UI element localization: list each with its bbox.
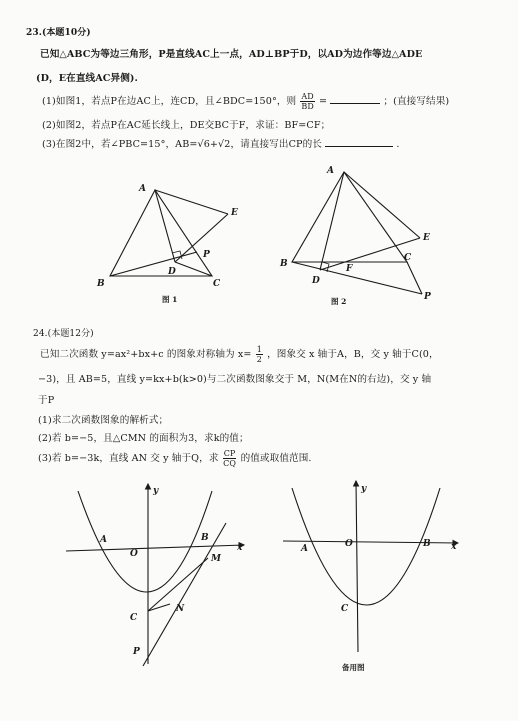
fig2-label-c: C [404, 253, 412, 263]
fig3-label-p: P [133, 647, 140, 657]
fig3-label-x: x [237, 543, 243, 553]
q24-part1: (1)求二次函数图象的解析式； [38, 415, 169, 426]
fig3-label-n: N [176, 604, 185, 614]
fig3-label-y: y [153, 486, 159, 496]
fig2-segment-de [320, 238, 420, 270]
q23-part1-answer-blank [330, 103, 380, 104]
fig1-segment-ed [175, 214, 228, 262]
fig1-segment-ae [155, 190, 228, 214]
fig2-segment-ad [320, 172, 344, 270]
fig3-label-o: O [130, 549, 138, 559]
fig1-label-e: E [231, 208, 238, 218]
fig4-y-axis [356, 481, 358, 652]
q24-stem-line1-text: 已知二次函数 y=ax²+bx+c 的图象对称轴为 x= [40, 349, 252, 360]
q24-part3-fraction [223, 449, 237, 468]
fig2-right-angle-mark [322, 262, 329, 272]
fig2-caption: 图 2 [331, 297, 347, 306]
q24-part3-denominator: CQ [223, 459, 236, 468]
fig2-label-d: D [312, 276, 320, 286]
q24-part3-numerator: CP [223, 449, 236, 458]
q23-part1-equals: = [318, 96, 328, 107]
fig2-label-p: P [424, 292, 431, 302]
fig2-segment-ae [344, 172, 420, 238]
fig4-label-a: A [301, 544, 308, 554]
q24-part2: (2)若 b=−5，且△CMN 的面积为3，求k的值； [38, 433, 249, 444]
q24-stem-line3: 于P [38, 395, 55, 406]
fig3-label-a: A [100, 535, 107, 545]
q24-header: 24.(本题12分) [33, 329, 94, 339]
fig3-segment-cm [148, 558, 208, 611]
q23-part1-numerator: AD [301, 92, 314, 101]
q23-part3-suffix: . [396, 139, 400, 150]
q23-part1-fraction [300, 92, 314, 111]
fig2-label-a: A [327, 166, 334, 176]
q23-part1-text: (1)如图1，若点P在边AC上，连CD，且∠BDC=150°，则 [42, 96, 297, 107]
fig4-caption: 备用图 [342, 663, 365, 672]
fig3-segment-cn [148, 604, 170, 611]
fig1-segment-bp [110, 252, 197, 276]
fig4-label-o: O [345, 539, 353, 549]
fig1-label-b: B [97, 279, 105, 289]
fig1-segment-ad [155, 190, 175, 262]
fig2-label-e: E [423, 233, 430, 243]
q24-part3 [38, 449, 312, 468]
fig3-line-pmn [143, 523, 226, 666]
q24-part3-suffix: 的值或取值范围. [240, 453, 312, 464]
q24-part3-text: (3)若 b=−3k，直线 AN 交 y 轴于Q，求 [38, 453, 219, 464]
fig1-label-d: D [168, 267, 176, 277]
q24-stem-line2: −3)，且 AB=5，直线 y=kx+b(k>0)与二次函数图象交于 M，N(M在N的右边)，交 y 轴 [38, 374, 432, 385]
q23-part3-text: (3)在图2中，若∠PBC=15°，AB=√6+√2，请直接写出CP的长 [42, 139, 322, 150]
fig4-label-y: y [361, 484, 367, 494]
fig1-caption: 图 1 [162, 295, 178, 304]
fig1-triangle-abc [110, 190, 212, 276]
fig2-segment-cp [407, 262, 422, 294]
q23-part3 [42, 136, 399, 150]
q23-part2: (2)如图2，若点P在AC延长线上，DE交BC于F，求证：BF=CF； [42, 120, 331, 131]
fig2-segment-bp [292, 262, 422, 294]
fig3-label-m: M [211, 554, 221, 564]
fig2-label-b: B [280, 259, 288, 269]
fig4-label-x: x [451, 542, 457, 552]
fig3-x-axis [66, 545, 244, 551]
q24-axis-denominator: 2 [256, 355, 262, 364]
q23-header: 23.(本题10分) [26, 28, 91, 38]
q23-part1-denominator: BD [301, 102, 314, 111]
q23-part3-answer-blank [325, 146, 393, 147]
q23-stem-line1: 已知△ABC为等边三角形，P是直线AC上一点，AD⊥BP于D，以AD为边作等边△ADE [40, 49, 423, 60]
fig4-label-b: B [423, 539, 431, 549]
fig1-label-a: A [139, 184, 146, 194]
q24-stem-line1 [40, 345, 439, 364]
fig1-segment-dc [175, 262, 212, 276]
fig1-label-c: C [213, 279, 221, 289]
fig3-label-b: B [201, 533, 209, 543]
q24-axis-fraction [256, 345, 263, 364]
fig1-label-p: P [203, 250, 210, 260]
fig3-label-c: C [130, 613, 138, 623]
q23-part1 [42, 92, 449, 111]
q23-part1-suffix: ；(直接写结果) [383, 96, 450, 107]
fig2-triangle-abc [292, 172, 407, 262]
q24-axis-numerator: 1 [256, 345, 262, 354]
q24-stem-line1-rest: ，图象交 x 轴于A，B，交 y 轴于C(0， [267, 349, 439, 360]
fig1-right-angle-mark [172, 251, 182, 259]
fig3-parabola [78, 491, 212, 592]
fig4-x-axis [283, 541, 458, 543]
fig2-label-f: F [346, 264, 353, 274]
fig4-parabola [292, 488, 440, 605]
fig4-label-c: C [341, 604, 349, 614]
q23-stem-line2: (D，E在直线AC异侧). [36, 73, 138, 84]
